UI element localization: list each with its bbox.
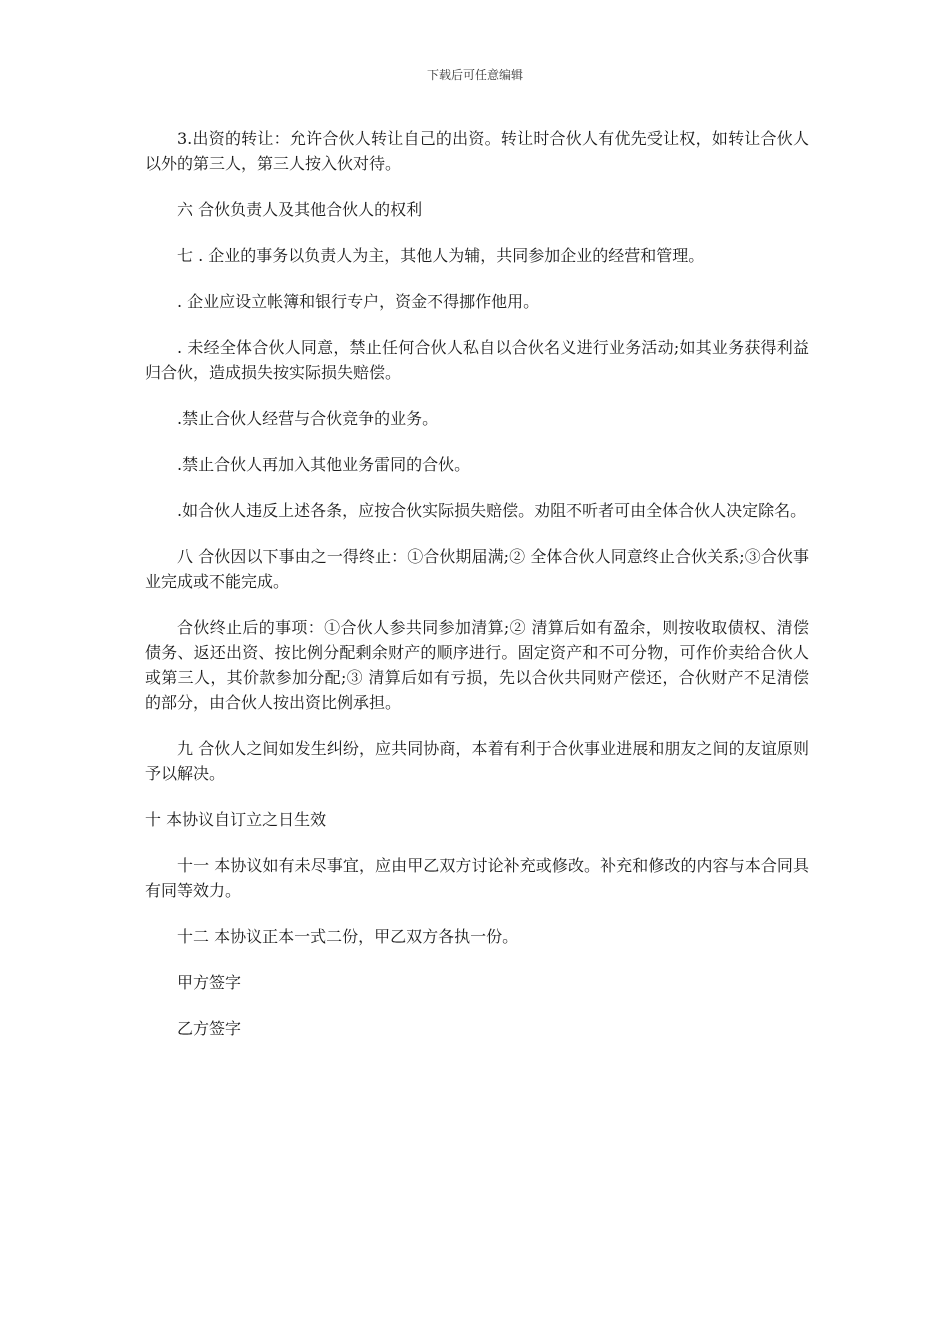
clause-no-competition: .禁止合伙人经营与合伙竞争的业务。 <box>177 409 439 428</box>
section-7-management: 七 . 企业的事务以负责人为主，其他人为辅，共同参加企业的经营和管理。 <box>177 246 705 265</box>
section-12-copies: 十二 本协议正本一式二份，甲乙双方各执一份。 <box>177 927 519 946</box>
section-9-disputes: 九 合伙人之间如发生纠纷，应共同协商，本着有利于合伙事业进展和朋友之间的友谊原则予以解决。 <box>145 739 809 783</box>
clause-after-termination: 合伙终止后的事项：①合伙人参共同参加清算;② 清算后如有盈余，则按收取债权、清偿债务、返还出资、按比例分配剩余财产的顺序进行。固定资产和不可分物，可作价卖给合伙人或第三人，其价款参加分配;③ 清算后如有亏损，先以合伙共同财产偿还，合伙财产不足清偿的部分，由合伙人按出资比例承担。 <box>145 618 809 712</box>
clause-no-private-business: . 未经全体合伙人同意，禁止任何合伙人私自以合伙名义进行业务活动;如其业务获得利益归合伙，造成损失按实际损失赔偿。 <box>145 338 809 382</box>
section-10-effective: 十 本协议自订立之日生效 <box>145 810 327 829</box>
section-8-termination: 八 合伙因以下事由之一得终止：①合伙期届满;② 全体合伙人同意终止合伙关系;③合伙事业完成或不能完成。 <box>145 547 809 591</box>
clause-violation: .如合伙人违反上述各条，应按合伙实际损失赔偿。劝阻不听者可由全体合伙人决定除名。 <box>177 501 807 520</box>
party-b-signature: 乙方签字 <box>177 1019 242 1038</box>
clause-no-similar-partnership: .禁止合伙人再加入其他业务雷同的合伙。 <box>177 455 471 474</box>
section-11-amendments: 十一 本协议如有未尽事宜，应由甲乙双方讨论补充或修改。补充和修改的内容与本合同具有同等效力。 <box>145 856 809 900</box>
page-header: 下载后可任意编辑 <box>426 68 523 82</box>
party-a-signature: 甲方签字 <box>177 973 242 992</box>
clause-3-capital-transfer: 3.出资的转让：允许合伙人转让自己的出资。转让时合伙人有优先受让权，如转让合伙人以外的第三人，第三人按入伙对待。 <box>145 129 809 173</box>
document-body <box>145 126 809 1062</box>
clause-accounts: . 企业应设立帐簿和银行专户，资金不得挪作他用。 <box>177 292 540 311</box>
section-6-heading: 六 合伙负责人及其他合伙人的权利 <box>177 200 423 219</box>
